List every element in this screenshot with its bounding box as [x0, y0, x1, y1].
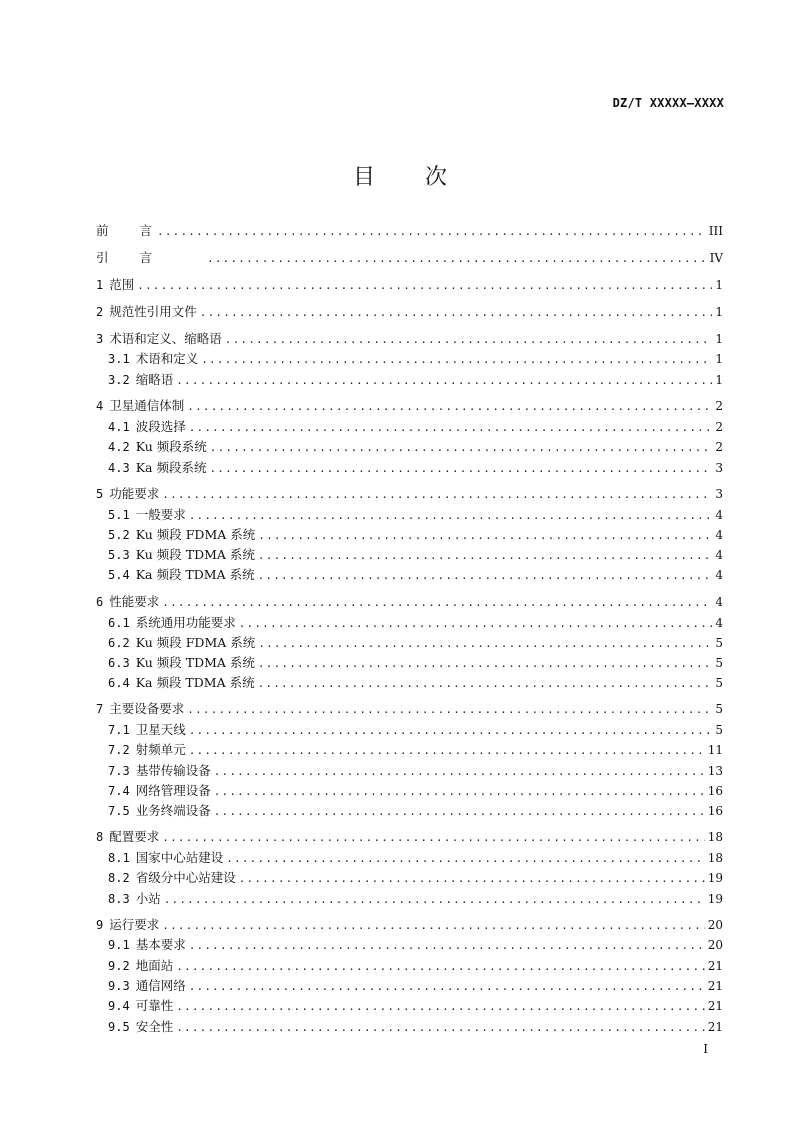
- toc-entry[interactable]: [108, 350, 723, 368]
- toc-entry[interactable]: [108, 1018, 723, 1036]
- toc-entry-label: 范围: [109, 277, 135, 292]
- toc-leader-dots: [258, 675, 713, 693]
- toc-leader-dots: [200, 304, 713, 322]
- toc-entry-label: 卫星天线: [135, 722, 186, 737]
- toc-entry-page: 2: [715, 399, 723, 413]
- toc-leader-dots: [187, 701, 712, 719]
- toc-entry-number: 8.3: [108, 892, 130, 906]
- toc-entry-label: Ku 频段 FDMA 系统: [135, 635, 256, 650]
- toc-entry-number: 8: [96, 830, 104, 844]
- toc-entry-number: 5.2: [108, 528, 130, 542]
- toc-entry-number: 4.2: [108, 440, 130, 454]
- toc-entry-page: 3: [715, 487, 723, 501]
- toc-entry[interactable]: [96, 249, 723, 267]
- toc-entry-page: 4: [715, 528, 723, 542]
- toc-entry-page: 19: [707, 871, 723, 885]
- toc-entry-number: 9.5: [108, 1020, 130, 1034]
- toc-title-part1: 目: [352, 165, 375, 190]
- toc-entry[interactable]: [108, 654, 723, 672]
- toc-entry-page: 5: [715, 702, 723, 716]
- toc-entry[interactable]: [108, 546, 723, 564]
- toc-entry-number: 9.4: [108, 999, 130, 1013]
- toc-leader-dots: [162, 829, 704, 847]
- toc-entry-page: III: [708, 224, 723, 238]
- toc-entry-label: 基带传输设备: [135, 763, 211, 778]
- toc-entry-number: 7.5: [108, 804, 130, 818]
- toc-entry-page: 1: [715, 305, 723, 319]
- toc-entry-number: 3: [96, 332, 104, 346]
- toc-entry-page: 20: [707, 918, 723, 932]
- toc-entry-label: Ku 频段系统: [135, 439, 207, 454]
- toc-leader-dots: [258, 567, 713, 585]
- toc-entry-number: 8.2: [108, 871, 130, 885]
- toc-entry-page: 21: [707, 1020, 723, 1034]
- toc-entry-label: 小站: [135, 891, 161, 906]
- page-number: I: [703, 1042, 708, 1056]
- toc-entry-page: 18: [707, 830, 723, 844]
- toc-entry[interactable]: [96, 828, 723, 846]
- toc-entry[interactable]: [108, 418, 723, 436]
- toc-entry-number: 4.3: [108, 461, 130, 475]
- toc-entry-number: 9.3: [108, 979, 130, 993]
- toc-entry[interactable]: [108, 674, 723, 692]
- toc-title: [0, 160, 800, 191]
- toc-entry-number: 9.1: [108, 938, 130, 952]
- toc-leader-dots: [176, 372, 712, 390]
- toc-entry-number: 6.4: [108, 676, 130, 690]
- toc-entry-label: 性能要求: [109, 594, 160, 609]
- toc-entry[interactable]: [108, 936, 723, 954]
- toc-entry-number: 3.2: [108, 373, 130, 387]
- toc-entry[interactable]: [96, 303, 723, 321]
- toc-leader-dots: [258, 635, 712, 653]
- toc-leader-dots: [214, 783, 705, 801]
- toc-leader-dots: [226, 850, 705, 868]
- toc-entry-page: 1: [715, 373, 723, 387]
- toc-entry[interactable]: [96, 397, 723, 415]
- toc-entry[interactable]: [108, 506, 723, 524]
- toc-entry-page: 1: [715, 352, 723, 366]
- document-code: DZ/T XXXXX—XXXX: [612, 96, 724, 110]
- toc-entry-page: 5: [715, 636, 723, 650]
- toc-entry-label: Ku 频段 TDMA 系统: [135, 547, 255, 562]
- toc-entry-label: 国家中心站建设: [135, 850, 224, 865]
- toc-entry-label: Ku 频段 TDMA 系统: [135, 655, 255, 670]
- toc-entry-page: 4: [715, 595, 723, 609]
- toc-entry-label: 运行要求: [109, 917, 160, 932]
- toc-leader-dots: [137, 277, 712, 295]
- toc-entry-label: 前 言: [96, 223, 155, 238]
- toc-entry-number: 7.1: [108, 723, 130, 737]
- toc-entry-number: 6.2: [108, 636, 130, 650]
- toc-entry[interactable]: [108, 566, 723, 584]
- toc-leader-dots: [207, 250, 707, 268]
- toc-entry-page: 5: [715, 676, 723, 690]
- toc-entry-number: 4.1: [108, 420, 130, 434]
- toc-entry-number: 5.3: [108, 548, 130, 562]
- toc-entry-label: 射频单元: [135, 742, 186, 757]
- toc-entry[interactable]: [108, 762, 723, 780]
- toc-leader-dots: [258, 527, 712, 545]
- toc-entry-page: 4: [715, 568, 723, 582]
- toc-entry-page: 21: [707, 959, 723, 973]
- toc-entry-label: 主要设备要求: [109, 701, 185, 716]
- toc-entry-number: 5.1: [108, 508, 130, 522]
- toc-entry-number: 1: [96, 278, 104, 292]
- toc-entry-page: 4: [715, 616, 723, 630]
- toc-entry-page: 2: [715, 420, 723, 434]
- toc-entry-number: 8.1: [108, 851, 130, 865]
- toc-entry[interactable]: [108, 371, 723, 389]
- toc-leader-dots: [162, 486, 712, 504]
- toc-entry-page: 5: [715, 723, 723, 737]
- toc-entry[interactable]: [96, 700, 723, 718]
- toc-entry-page: IV: [709, 251, 723, 265]
- toc-leader-dots: [258, 655, 712, 673]
- toc-entry[interactable]: [108, 782, 723, 800]
- toc-leader-dots: [209, 460, 712, 478]
- toc-entry-label: 安全性: [135, 1019, 174, 1034]
- toc-leader-dots: [157, 223, 706, 241]
- toc-entry-number: 9: [96, 918, 104, 932]
- toc-entry-number: 4: [96, 399, 104, 413]
- toc-entry[interactable]: [108, 849, 723, 867]
- toc-leader-dots: [164, 891, 705, 909]
- toc-entry-label: 系统通用功能要求: [135, 615, 236, 630]
- toc-leader-dots: [189, 742, 705, 760]
- toc-entry[interactable]: [96, 593, 723, 611]
- toc-entry-number: 6.1: [108, 616, 130, 630]
- toc-entry-label: 业务终端设备: [135, 803, 211, 818]
- toc-entry-page: 16: [707, 804, 723, 818]
- toc-entry-page: 4: [715, 548, 723, 562]
- toc-entry-label: Ka 频段 TDMA 系统: [135, 567, 255, 582]
- toc-entry-label: Ka 频段系统: [135, 460, 207, 475]
- toc-entry-page: 18: [707, 851, 723, 865]
- toc-entry-page: 19: [707, 892, 723, 906]
- toc-entry[interactable]: [108, 957, 723, 975]
- toc-entry-number: 7.2: [108, 743, 130, 757]
- toc-entry-label: Ku 频段 FDMA 系统: [135, 527, 256, 542]
- toc-entry-number: 9.2: [108, 959, 130, 973]
- toc-entry[interactable]: [96, 916, 723, 934]
- toc-entry[interactable]: [108, 721, 723, 739]
- toc-entry-page: 2: [715, 440, 723, 454]
- toc-entry-page: 3: [715, 461, 723, 475]
- toc-entry-label: 卫星通信体制: [109, 398, 185, 413]
- toc-entry[interactable]: [108, 741, 723, 759]
- toc-entry-number: 5: [96, 487, 104, 501]
- toc-entry[interactable]: [96, 485, 723, 503]
- toc-entry-page: 21: [707, 999, 723, 1013]
- toc-entry-page: 16: [707, 784, 723, 798]
- toc-entry-label: 引 言: [96, 250, 155, 265]
- toc-entry[interactable]: [96, 222, 723, 240]
- toc-leader-dots: [210, 439, 713, 457]
- toc-entry-label: 网络管理设备: [135, 783, 211, 798]
- toc-entry[interactable]: [108, 869, 723, 887]
- toc-leader-dots: [214, 763, 705, 781]
- toc-leader-dots: [176, 958, 705, 976]
- toc-leader-dots: [201, 351, 712, 369]
- toc-entry-number: 7.4: [108, 784, 130, 798]
- toc-entry[interactable]: [108, 459, 723, 477]
- toc-entry-page: 1: [715, 278, 723, 292]
- toc-entry-page: 11: [707, 743, 723, 757]
- toc-leader-dots: [189, 507, 713, 525]
- toc-leader-dots: [258, 547, 712, 565]
- toc-leader-dots: [176, 998, 705, 1016]
- toc-entry-label: 配置要求: [109, 829, 160, 844]
- toc-entry-number: 5.4: [108, 568, 130, 582]
- toc-leader-dots: [189, 722, 713, 740]
- toc-entry-number: 6: [96, 595, 104, 609]
- toc-entry-label: 术语和定义、缩略语: [109, 331, 222, 346]
- toc-entry-number: 2: [96, 305, 104, 319]
- toc-entry-label: 术语和定义: [135, 351, 199, 366]
- toc-entry-page: 21: [707, 979, 723, 993]
- toc-title-part2: 次: [425, 165, 448, 190]
- toc-entry[interactable]: [96, 330, 723, 348]
- toc-entry[interactable]: [108, 526, 723, 544]
- toc-leader-dots: [187, 398, 712, 416]
- toc-entry-number: 7.3: [108, 764, 130, 778]
- toc-leader-dots: [189, 419, 713, 437]
- toc-entry-page: 5: [715, 656, 723, 670]
- toc-entry-label: 基本要求: [135, 937, 186, 952]
- toc-entry-label: 一般要求: [135, 507, 186, 522]
- toc-leader-dots: [176, 1019, 705, 1037]
- toc-entry-page: 1: [715, 332, 723, 346]
- toc-entry-label: 可靠性: [135, 998, 174, 1013]
- toc-entry-number: 3.1: [108, 352, 130, 366]
- toc-entry[interactable]: [96, 276, 723, 294]
- toc-leader-dots: [162, 917, 704, 935]
- toc-entry[interactable]: [108, 634, 723, 652]
- toc-entry-label: 波段选择: [135, 419, 186, 434]
- toc-entry[interactable]: [108, 614, 723, 632]
- toc-entry-label: 地面站: [135, 958, 174, 973]
- toc-entry-page: 13: [707, 764, 723, 778]
- toc-entry[interactable]: [108, 997, 723, 1015]
- toc-entry-label: 功能要求: [109, 486, 160, 501]
- toc-entry[interactable]: [108, 890, 723, 908]
- toc-leader-dots: [225, 331, 713, 349]
- toc-entry[interactable]: [108, 802, 723, 820]
- toc-entry-number: 7: [96, 702, 104, 716]
- toc-entry-label: 通信网络: [135, 978, 186, 993]
- toc-leader-dots: [189, 937, 705, 955]
- toc-entry-page: 4: [715, 508, 723, 522]
- toc-entry-label: 缩略语: [135, 372, 174, 387]
- toc-leader-dots: [162, 594, 712, 612]
- toc-entry-label: 规范性引用文件: [109, 304, 197, 319]
- toc-entry-page: 20: [707, 938, 723, 952]
- toc-entry-number: 6.3: [108, 656, 130, 670]
- toc-entry[interactable]: [108, 438, 723, 456]
- toc-leader-dots: [189, 978, 705, 996]
- toc-leader-dots: [239, 870, 705, 888]
- toc-entry-label: Ka 频段 TDMA 系统: [135, 675, 255, 690]
- toc-entry[interactable]: [108, 977, 723, 995]
- toc-leader-dots: [239, 615, 713, 633]
- toc-leader-dots: [214, 803, 705, 821]
- toc-entry-label: 省级分中心站建设: [135, 870, 236, 885]
